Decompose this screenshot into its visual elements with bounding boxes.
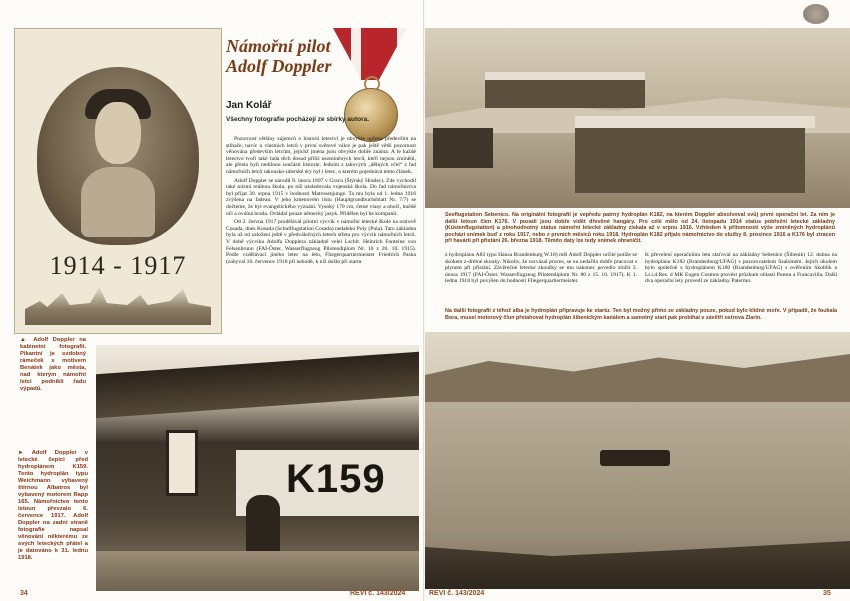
portrait-photo — [14, 28, 222, 334]
lead-text: Všechny fotografie pocházejí ze sbírky autora. — [226, 116, 370, 123]
wing — [96, 352, 419, 419]
ground — [96, 551, 419, 591]
caption-station: Seeflugstation Sebenico. Na originální fotografii je vepředu patrný hydroplán K182, na kterém Doppler absolvoval svůj první operační let. Za ním je další letoun člen K176. V pozadí jsou dobře vidět dřevěné hangáry. Pro celé mělo od 24. listopadu 1914 status pobřežní letecké základny (Küstenflugstation) a plnohodnotný status námořní letecké základny získala až v srpnu 1916. Vzhledem k přítomnosti výše zmíněných hydroplánů pochází snímek buď z roku 1917, nebo z prvních měsíců roku 1918. Hydroplán K182 přijalo námořnictvo do služby 8. prosince 1916 a K176 byl ztracen při havárii při přistání 26. března 1918. Těmito daty lze tedy snímek ohraničit. — [445, 212, 835, 245]
aircraft-photo — [96, 345, 419, 591]
aircraft-code: K159 — [286, 457, 386, 501]
portrait-years: 1914 - 1917 — [49, 251, 187, 280]
caption-portrait: ▲ Adolf Doppler na kabinetní fotografii. Pikantní je ozdobný rámeček s motivem Benátek jako města, nad kterým námořní letci podnikli řadu výpadů. — [20, 337, 86, 392]
page-number-right: 35 — [823, 590, 831, 597]
portrait-oval — [37, 67, 199, 245]
magazine-emblem-icon — [803, 4, 829, 24]
issue-label-left: REVI č. 143/2024 — [350, 590, 406, 597]
body-text-left — [226, 136, 416, 265]
medal-ribbon — [333, 28, 407, 80]
right-page — [425, 0, 850, 601]
title-line-1: Námořní pilot — [226, 36, 331, 56]
foreground-shore — [425, 529, 850, 589]
hangar — [485, 78, 645, 108]
caption-aircraft: ► Adolf Doppler v letecké čepici před hydroplánem K159. Tento hydroplán typu Weichmann vybavený štírnou Albatros byl vybavený motorem Rapp 165. Námořnictvo tento letoun převzalo 6. července 1917. Adolf Doppler na zadní straně fotografie napsal věnování některému ze svých leteckých přátel a je datováno k 31. lednu 1918. — [18, 450, 88, 561]
coast-photo — [425, 332, 850, 589]
seaplane — [600, 450, 670, 466]
scarf — [81, 167, 155, 237]
hangar-roof — [485, 72, 645, 80]
tail-marking — [166, 430, 198, 496]
paragraph: Adolf Doppler se narodil 8. února 1897 v Gracu (Štýrský Hradec). Zde vychodil také místní reálnou školu, po níž následovala vojenská škola. Do řad námořnictva byl přijat 30. srpna 1915 v hodnosti Matrosenjunge. Ta mu byla od 1. ledna 1916 zvýšena na fadeau. V jeho kmenovém listu (Hauptgrundbuchsblatt Nr. 7/7) se dočteme, že byl evangelického vyznání. Vysoký 170 cm, četné vlasy a obočí, hnědé oči a oválná brada. Ovládal pouze německý jazyk. Přidělen byl ke kompanii. — [226, 177, 416, 217]
body-text-right-col2: K převelení operačnímu letu staťoval na základny Sebenico (Šibenik) 12. dubna na hydroplánu K182 (Brandenburg/UFAG) s pozorovatelem Szabóném. Jejich úkolem bylo společně s hydroplánem K180 (Brandenburg/UFAG) s ověřením Skoblík a Lt.i.d.Res. d MK Eugen Cosmos provést průzkum oblasti Puesta a Francavilla. Další dva operační lety provedl ze základny Palermo. — [645, 252, 837, 285]
seaplane-station-photo — [425, 28, 850, 208]
paragraph: Pozornost většiny zájemců o historii letectví je obvykle upřena především na stíhače, navíc u vlastních letců v první světové válce je pak ještě větší pozornost věnována především letcům, jejichž jména jsou obvykle dobře známa. A le každé letectvo tvoří také řada těch dosud příliš nezmíněných letců, kteří nejsou zmíněni, ale přesto byli nedílnou součástí historie. Jedním z takových „dělných včel“ z řad námořních letců rakousko-uherské éry byl i letec, o kterém pojednává tento článek. — [226, 136, 416, 175]
body-text-right-col1: z hydroplánu A83 typu Hansa Brandenburg W.18) měl Adolf Doppler určité potíže se skokem z-drétné skouky. Nikoliv, že rozvázal proces, se nu nedařilo dobře pracovat s plynem při přistání. Závěrečné letecké zkoušky se mu nakonec povedlo složit 3. února 1917 (FAI-Öster. Wasserflugzeug Pilotendiplom Nr. 80 z 15. 10. 1917). K 1. lednu 1918 byl povýšen do hodnosti Fliegerquartiermeister. — [445, 252, 637, 285]
caption-coast: Na další fotografii z téhož alba je hydroplán připravuje ke startu. Ten byl možný přímo ze základny pouze, pokud bylo klidné moře. V případě, že foukala Bora, musel motorový člun přetahovat hydroplán šibenickým kanálem a samotný start pak probíhal v závětří ostrova Zlarin. — [445, 308, 837, 321]
article-title — [226, 36, 341, 76]
wooden-shed — [575, 123, 805, 193]
title-line-2: Adolf Doppler — [226, 56, 332, 76]
paragraph: Od 2. června 1917 prodělával pilotní výcvik v námořní letecké škole na ostrově Cosada, dnes Kosada (Schulflugstation Cosada) nedaleko Poly (Pula). Tato základna byla už od založení ještě v předválečných letech střetu pro výcvik námořních letců. V době výcviku Adolfa Dopplera základně velel Lschlt. Heinrich Fonteine von Felsenbrunn (FAI-Öster. Wasserflugzeug Pilotendiplom Nr. 10 z 20. 10. 1915). Podle vzdělávací jiného letec na léto, Fliegerquartiermeister Friedrich Paska (zabyval 10. července 1918 při nehodě, k níž došlo při startu — [226, 219, 416, 265]
article-author: Jan Kolář — [226, 100, 272, 111]
issue-label-right: REVI č. 143/2024 — [429, 590, 485, 597]
sea — [425, 402, 850, 532]
venice-skyline — [25, 285, 211, 325]
left-building — [433, 128, 493, 168]
medal — [344, 88, 398, 142]
pilot-face — [95, 102, 141, 164]
shed-roof — [575, 116, 815, 128]
page-number-left: 34 — [20, 590, 28, 597]
